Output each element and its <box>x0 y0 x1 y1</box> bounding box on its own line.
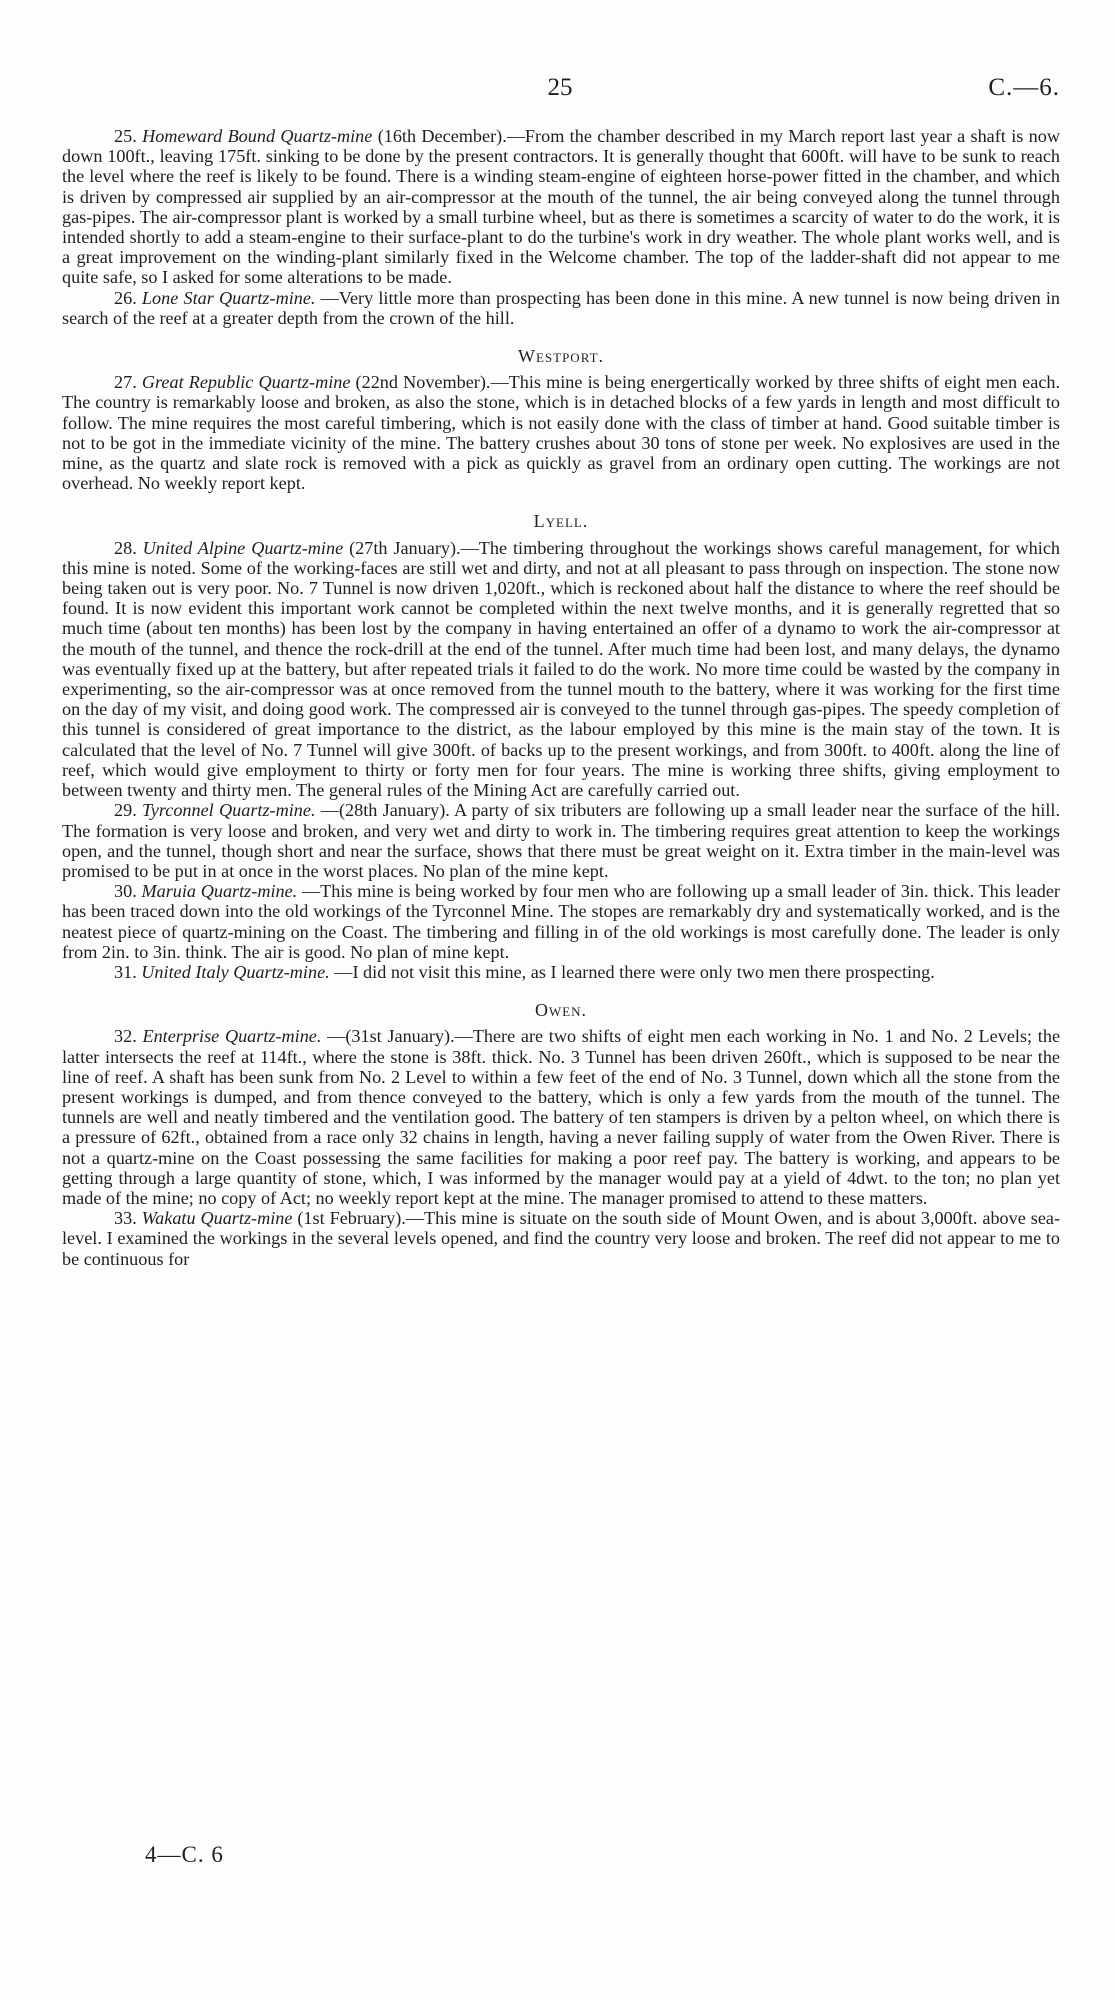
report-paragraph <box>62 372 1060 493</box>
report-body <box>62 126 1060 1269</box>
paragraph-number: 28. <box>114 537 137 558</box>
report-paragraph <box>62 1208 1060 1269</box>
section-heading: Owen. <box>534 1000 588 1021</box>
mine-name: Wakatu Quartz-mine <box>141 1208 293 1229</box>
paragraph-number: 32. <box>114 1026 137 1047</box>
paragraph-number: 25. <box>114 126 137 146</box>
paragraph-number: 31. <box>114 961 137 982</box>
report-paragraph <box>62 1026 1060 1208</box>
paragraph-text: —(31st January).—There are two shifts of eight men each working in No. 1 and No. 2 Levels; the latter intersects the reef at 114ft., where the stone is 38ft. thick. No. 3 Tunnel has been driven 260ft., which is supposed to be near the line of reef. A shaft has been sunk from No. 2 Level to within a few feet of the end of No. 3 Tunnel, down which all the stone from the present workings is dumped, and from thence conveyed to the battery, which is only a few yards from the mouth of the tunnel. The tunnels are well and neatly timbered and the ventilation good. The battery of ten stampers is driven by a pelton wheel, on which there is a pressure of 62ft., obtained from a race only 32 chains in length, having a never failing supply of water from the Owen River. There is not a quartz-mine on the Coast possessing the same facilities for making a poor reef pay. The battery is working, and appears to be getting through a large quantity of stone, which, I was informed by the manager would pay at a yield of 4dwt. to the ton; no plan yet made of the mine; no copy of Act; no weekly report kept at the mine. The manager promised to attend to these matters. <box>62 1026 1061 1208</box>
paragraph-text: —This mine is being worked by four men who are following up a small leader of 3in. thick. This leader has been traced down into the old workings of the Tyrconnel Mine. The stopes are remarkably dry and systematically worked, and is the neatest piece of quartz-mining on the Coast. The timbering and filling in of the old workings is most carefully done. The leader is only from 2in. to 3in. think. The air is good. No plan of mine kept. <box>62 881 1060 962</box>
mine-name: Homeward Bound Quartz-mine <box>142 126 373 146</box>
report-paragraph <box>62 288 1060 328</box>
page-header <box>60 74 1060 110</box>
report-paragraph <box>62 800 1060 881</box>
paragraph-text: (16th December).—From the chamber described in my March report last year a shaft is now down 100ft., leaving 175ft. sinking to be done by the present contractors. It is generally thought that 600ft. will have to be sunk to reach the level where the reef is likely to be found. There is a winding steam-engine of eighteen horse-power fitted in the chamber, and which is driven by compressed air supplied by an air-compressor at the mouth of the tunnel, the air being conveyed along the tunnel through gas-pipes. The air-compressor plant is worked by a small turbine wheel, but as there is sometimes a scarcity of water to do the work, it is intended shortly to add a steam-engine to their surface-plant to do the turbine's work in dry weather. The whole plant works well, and is a great improvement on the winding-plant similarly fixed in the Welcome chamber. The top of the ladder-shaft did not appear to me quite safe, so I asked for some alterations to be made. <box>62 126 1060 288</box>
report-paragraph <box>62 962 1060 982</box>
paragraph-text: (27th January).—The timbering throughout the workings shows careful management, for which this mine is noted. Some of the working-faces are still wet and dirty, and not at all pleasant to pass through on inspection. The stone now being taken out is very poor. No. 7 Tunnel is now driven 1,020ft., which is reckoned about half the distance to where the reef should be found. It is now evident this important work cannot be completed within the next twelve months, and it is generally regretted that so much time (about ten months) has been lost by the company in having entertained an offer of a dynamo to work the air-compressor at the mouth of the tunnel, and thence the rock-drill at the end of the tunnel. After much time had been lost, and many delays, the dynamo was eventually fixed up at the battery, but after repeated trials it failed to do the work. No more time could be wasted by the company in experimenting, so the air-compressor was at once removed from the tunnel mouth to the battery, where it was working for the first time on the day of my visit, and doing good work. The compressed air is conveyed to the tunnel through gas-pipes. The speedy completion of this tunnel is considered of great importance to the district, as the labour employed by this mine is the main stay of the town. It is calculated that the level of No. 7 Tunnel will give 300ft. of backs up to the present workings, and from 300ft. to 400ft. along the line of reef, which would give employment to thirty or forty men for four years. The mine is working three shifts, giving employment to between twenty and thirty men. The general rules of the Mining Act are carefully carried out. <box>62 537 1060 801</box>
paragraph-number: 33. <box>114 1208 137 1229</box>
mine-name: Great Republic Quartz-mine <box>141 372 351 393</box>
page-number: 25 <box>547 74 573 101</box>
section-heading: Lyell. <box>533 511 589 532</box>
mine-name: United Italy Quartz-mine. <box>141 961 330 982</box>
page-signature: 4—C. 6 <box>145 1842 224 1867</box>
paragraph-number: 26. <box>114 287 137 308</box>
paragraph-number: 29. <box>114 800 137 821</box>
paragraph-number: 27. <box>114 372 137 393</box>
report-paragraph <box>62 538 1060 801</box>
paragraph-text: —I did not visit this mine, as I learned there were only two men there prospecting. <box>334 961 935 982</box>
section-heading: Westport. <box>517 346 605 367</box>
mine-name: United Alpine Quartz-mine <box>142 537 344 558</box>
paragraph-text: —Very little more than prospecting has been done in this mine. A new tunnel is now being driven in search of the reef at a greater depth from the crown of the hill. <box>62 287 1061 328</box>
document-reference: C.—6. <box>988 74 1060 101</box>
paragraph-text: (22nd November).—This mine is being energertically worked by three shifts of eight men each. The country is remarkably loose and broken, as also the stone, which is in detached blocks of a few yards in length and most difficult to follow. The mine requires the most careful timbering, which is not easily done with the class of timber at hand. Good suitable timber is not to be got in the immediate vicinity of the mine. The battery crushes about 30 tons of stone per week. No explosives are used in the mine, as the quartz and slate rock is removed with a pick as quickly as gravel from an ordinary open cutting. The workings are not overhead. No weekly report kept. <box>62 372 1061 494</box>
mine-name: Lone Star Quartz-mine. <box>141 287 316 308</box>
paragraph-number: 30. <box>114 881 137 902</box>
mine-name: Maruia Quartz-mine. <box>141 881 298 902</box>
mine-name: Tyrconnel Quartz-mine. <box>142 800 316 821</box>
paragraph-text: (1st February).—This mine is situate on the south side of Mount Owen, and is about 3,000ft. above sea-level. I examined the workings in the several levels opened, and find the country very loose and broken. The reef did not appear to me to be continuous for <box>62 1208 1061 1269</box>
report-paragraph <box>62 881 1060 962</box>
report-paragraph <box>62 126 1060 288</box>
paragraph-text: —(28th January). A party of six tributers are following up a small leader near the surface of the hill. The formation is very loose and broken, and very wet and dirty to work in. The timbering requires great attention to keep the workings open, and the tunnel, though short and near the surface, shows that there must be great weight on it. Extra timber in the main-level was promised to be put in at once in the worst places. No plan of the mine kept. <box>62 800 1061 881</box>
mine-name: Enterprise Quartz-mine. <box>142 1026 322 1047</box>
